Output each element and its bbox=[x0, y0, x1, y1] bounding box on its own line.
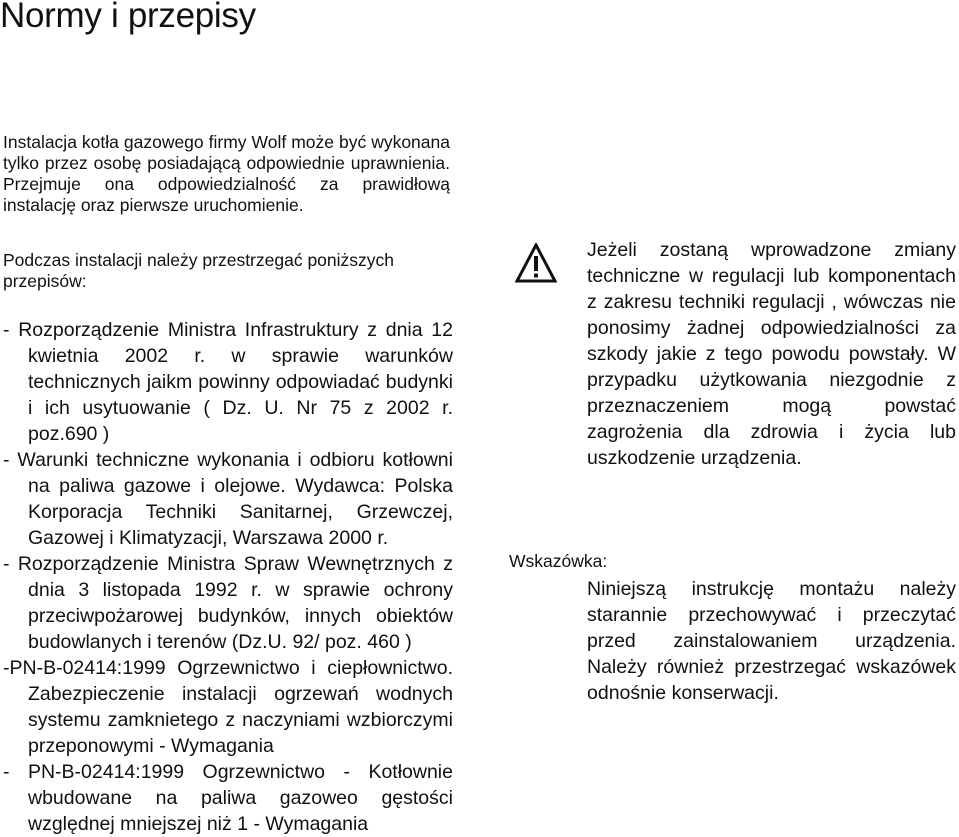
regulation-item: - Rozporządzenie Ministra Infrastruktury z dnia 12 kwietnia 2002 r. w sprawie warunków technicznych jaikm powinny odpowiadać budynki i ich usytuowanie ( Dz. U. Nr 75 z 2002 r. poz.690 ) bbox=[3, 319, 453, 445]
note-heading: Wskazówka: bbox=[509, 551, 608, 571]
regulation-item: - PN-B-02414:1999 Ogrzewnictwo - Kotłownie wbudowane na paliwa gazoweo gęstości względnej mniejszej niż 1 - Wymagania bbox=[3, 761, 453, 835]
regulations-intro-paragraph: Podczas instalacji należy przestrzegać poniższych przepisów: bbox=[3, 250, 395, 291]
regulation-item: -PN-B-02414:1999 Ogrzewnictwo i ciepłownictwo. Zabezpieczenie instalacji ogrzewań wodnych systemu zamknietego z naczyniami wzbiorczymi przeponowymi - Wymagania bbox=[3, 657, 453, 757]
regulations-list bbox=[3, 317, 453, 837]
note-paragraph: Niniejszą instrukcję montażu należy starannie przechowywać i przeczytać przed zainstalowaniem urządzenia. Należy również przestrzegać wskazówek odnośnie konserwacji. bbox=[587, 578, 956, 704]
warning-triangle-icon bbox=[515, 243, 557, 283]
warning-paragraph: Jeżeli zostaną wprowadzone zmiany techniczne w regulacji lub komponentach z zakresu techniki regulacji , wówczas nie ponosimy żadnej odpowiedzialności za szkody jakie z tego powodu powstały. W przypadku użytkowania niezgodnie z przeznaczeniem mogą powstać zagrożenia dla zdrowia i życia lub uszkodzenie urządzenia. bbox=[587, 239, 956, 469]
regulation-item: - Rozporządzenie Ministra Spraw Wewnętrznych z dnia 3 listopada 1992 r. w sprawie ochrony przeciwpożarowej budynków, innych obiektów budowlanych i terenów (Dz.U. 92/ poz. 460 ) bbox=[3, 553, 453, 653]
regulation-item: - Warunki techniczne wykonania i odbioru kotłowni na paliwa gazowe i olejowe. Wydawca: Polska Korporacja Techniki Sanitarnej, Grzewczej, Gazowej i Klimatyzacji, Warszawa 2000 r. bbox=[3, 449, 453, 549]
page-title: Normy i przepisy bbox=[0, 0, 256, 35]
intro-paragraph: Instalacja kotła gazowego firmy Wolf może być wykonana tylko przez osobę posiadającą odpowiednie uprawnienia. Przejmuje ona odpowiedzialność za prawidłową instalację oraz pierwsze uruchomienie. bbox=[3, 132, 450, 215]
